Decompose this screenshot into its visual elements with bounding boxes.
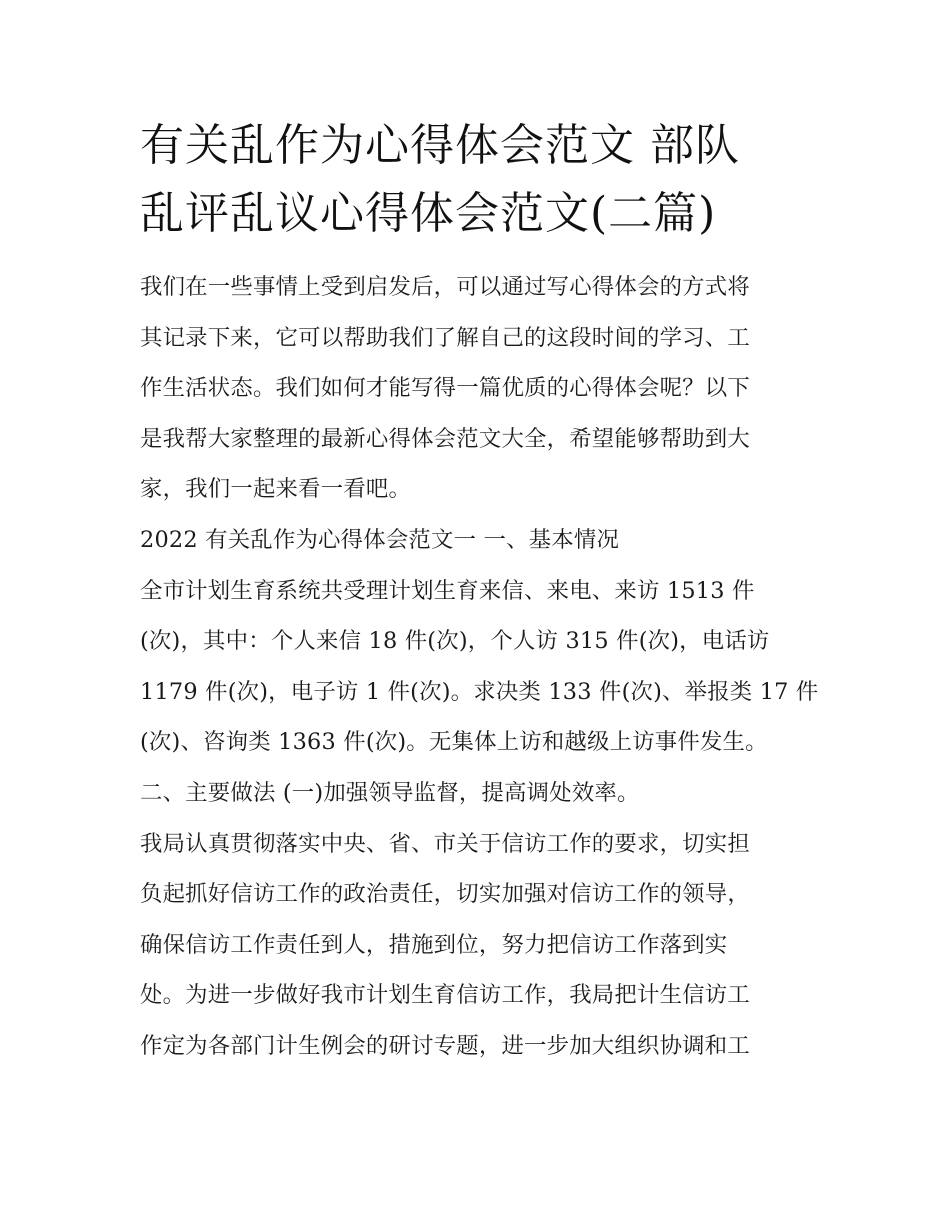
body-line: 我局认真贯彻落实中央、省、市关于信访工作的要求，切实担: [140, 830, 750, 857]
body-line: 1179 件(次)，电子访 1 件(次)。求决类 133 件(次)、举报类 17 件: [140, 678, 819, 705]
body-line: 负起抓好信访工作的政治责任，切实加强对信访工作的领导，: [140, 881, 750, 908]
body-line: (次)，其中：个人来信 18 件(次)，个人访 315 件(次)，电话访: [140, 628, 770, 655]
document-title: [140, 112, 820, 248]
body-line: 处。为进一步做好我市计划生育信访工作，我局把计生信访工: [140, 982, 750, 1009]
document-body: [140, 262, 820, 1072]
title-line-1: 有关乱作为心得体会范文 部队: [140, 120, 740, 171]
body-line: 家，我们一起来看一看吧。: [140, 476, 412, 503]
body-line: 我们在一些事情上受到启发后，可以通过写心得体会的方式将: [140, 274, 750, 300]
body-line: 确保信访工作责任到人，措施到位，努力把信访工作落到实: [140, 931, 728, 958]
section-heading-line: 2022 有关乱作为心得体会范文一 一、基本情况: [140, 526, 620, 553]
title-line-2: 乱评乱议心得体会范文(二篇): [140, 188, 717, 239]
section-heading-line: 二、主要做法 (一)加强领导监督，提高调处效率。: [140, 779, 640, 806]
document-content: [140, 112, 820, 1072]
body-line: 作定为各部门计生例会的研讨专题，进一步加大组织协调和工: [140, 1032, 750, 1059]
body-line: 其记录下来，它可以帮助我们了解自己的这段时间的学习、工: [140, 324, 750, 351]
body-line: 全市计划生育系统共受理计划生育来信、来电、来访 1513 件: [140, 577, 755, 604]
body-line: 是我帮大家整理的最新心得体会范文大全，希望能够帮助到大: [140, 425, 750, 452]
body-line: 作生活状态。我们如何才能写得一篇优质的心得体会呢？以下: [140, 375, 750, 402]
body-line: (次)、咨询类 1363 件(次)。无集体上访和越级上访事件发生。: [140, 729, 768, 756]
